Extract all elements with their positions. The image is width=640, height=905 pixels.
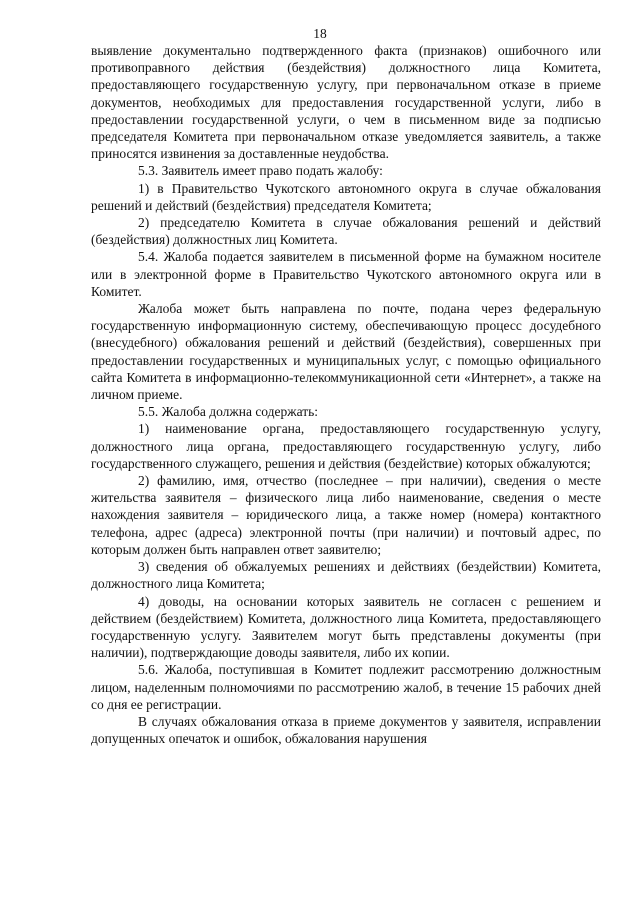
paragraph-5-5-item-3: 3) сведения об обжалуемых решениях и действиях (бездействии) Комитета, должностного лица Комитета; bbox=[91, 559, 601, 592]
paragraph-5-6-cases: В случаях обжалования отказа в приеме документов у заявителя, исправлении допущенных опечаток и ошибок, обжалования нарушения bbox=[91, 713, 601, 747]
paragraph-5-4-submission-methods: Жалоба может быть направлена по почте, подана через федеральную государственную информационную систему, обеспечивающую процесс досудебного (внесудебного) обжалования решений и действий (бездействия), совершенных при предоставлении государственных и муниципальных услуг, с помощью официального сайта Комитета в информационно-телекоммуникационной сети «Интернет», а также на личном приеме. bbox=[91, 301, 601, 403]
paragraph-5-5-item-2: 2) фамилию, имя, отчество (последнее – при наличии), сведения о месте жительства заявителя – физического лица либо наименование, сведения о месте нахождения заявителя – юридического лица, а также номер (номера) контактного телефона, адрес (адреса) электронной почты (при наличии) и почтовый адрес, по которым должен быть направлен ответ заявителю; bbox=[91, 473, 601, 557]
paragraph-continuation: выявление документально подтвержденного факта (признаков) ошибочного или противоправного действия (бездействия) должностного лица Комитета, предоставляющего государственную услугу, при первоначальном отказе в приеме документов, необходимых для предоставления государственной услуги, либо в предоставлении государственной услуги, о чем в письменном виде за подписью председателя Комитета при первоначальном отказе уведомляется заявитель, а также приносятся извинения за доставленные неудобства. bbox=[91, 43, 601, 162]
paragraph-5-4: 5.4. Жалоба подается заявителем в письменной форме на бумажном носителе или в электронной форме в Правительство Чукотского автономного округа или в Комитет. bbox=[91, 249, 601, 299]
paragraph-5-3-item-1: 1) в Правительство Чукотского автономного округа в случае обжалования решений и действий (бездействия) председателя Комитета; bbox=[91, 180, 601, 213]
paragraph-5-3-item-2: 2) председателю Комитета в случае обжалования решений и действий (бездействия) должностных лиц Комитета. bbox=[91, 215, 601, 248]
paragraph-5-5-item-1: 1) наименование органа, предоставляющего государственную услугу, должностного лица органа, предоставляющего государственную услугу, либо государственного служащего, решения и действия (бездействие) которых обжалуются; bbox=[91, 421, 601, 471]
page-number: 18 bbox=[313, 26, 327, 41]
document-body bbox=[91, 42, 601, 747]
paragraph-5-5-item-4: 4) доводы, на основании которых заявитель не согласен с решением и действием (бездействием) Комитета, должностного лица Комитета, предоставляющего государственную услугу. Заявителем могут быть представлены документы (при наличии), подтверждающие доводы заявителя, либо их копии. bbox=[91, 593, 601, 661]
paragraph-5-5-heading: 5.5. Жалоба должна содержать: bbox=[138, 404, 319, 420]
paragraph-5-3-heading: 5.3. Заявитель имеет право подать жалобу: bbox=[138, 163, 383, 179]
paragraph-5-6: 5.6. Жалоба, поступившая в Комитет подлежит рассмотрению должностным лицом, наделенным полномочиями по рассмотрению жалоб, в течение 15 рабочих дней со дня ее регистрации. bbox=[91, 662, 601, 712]
